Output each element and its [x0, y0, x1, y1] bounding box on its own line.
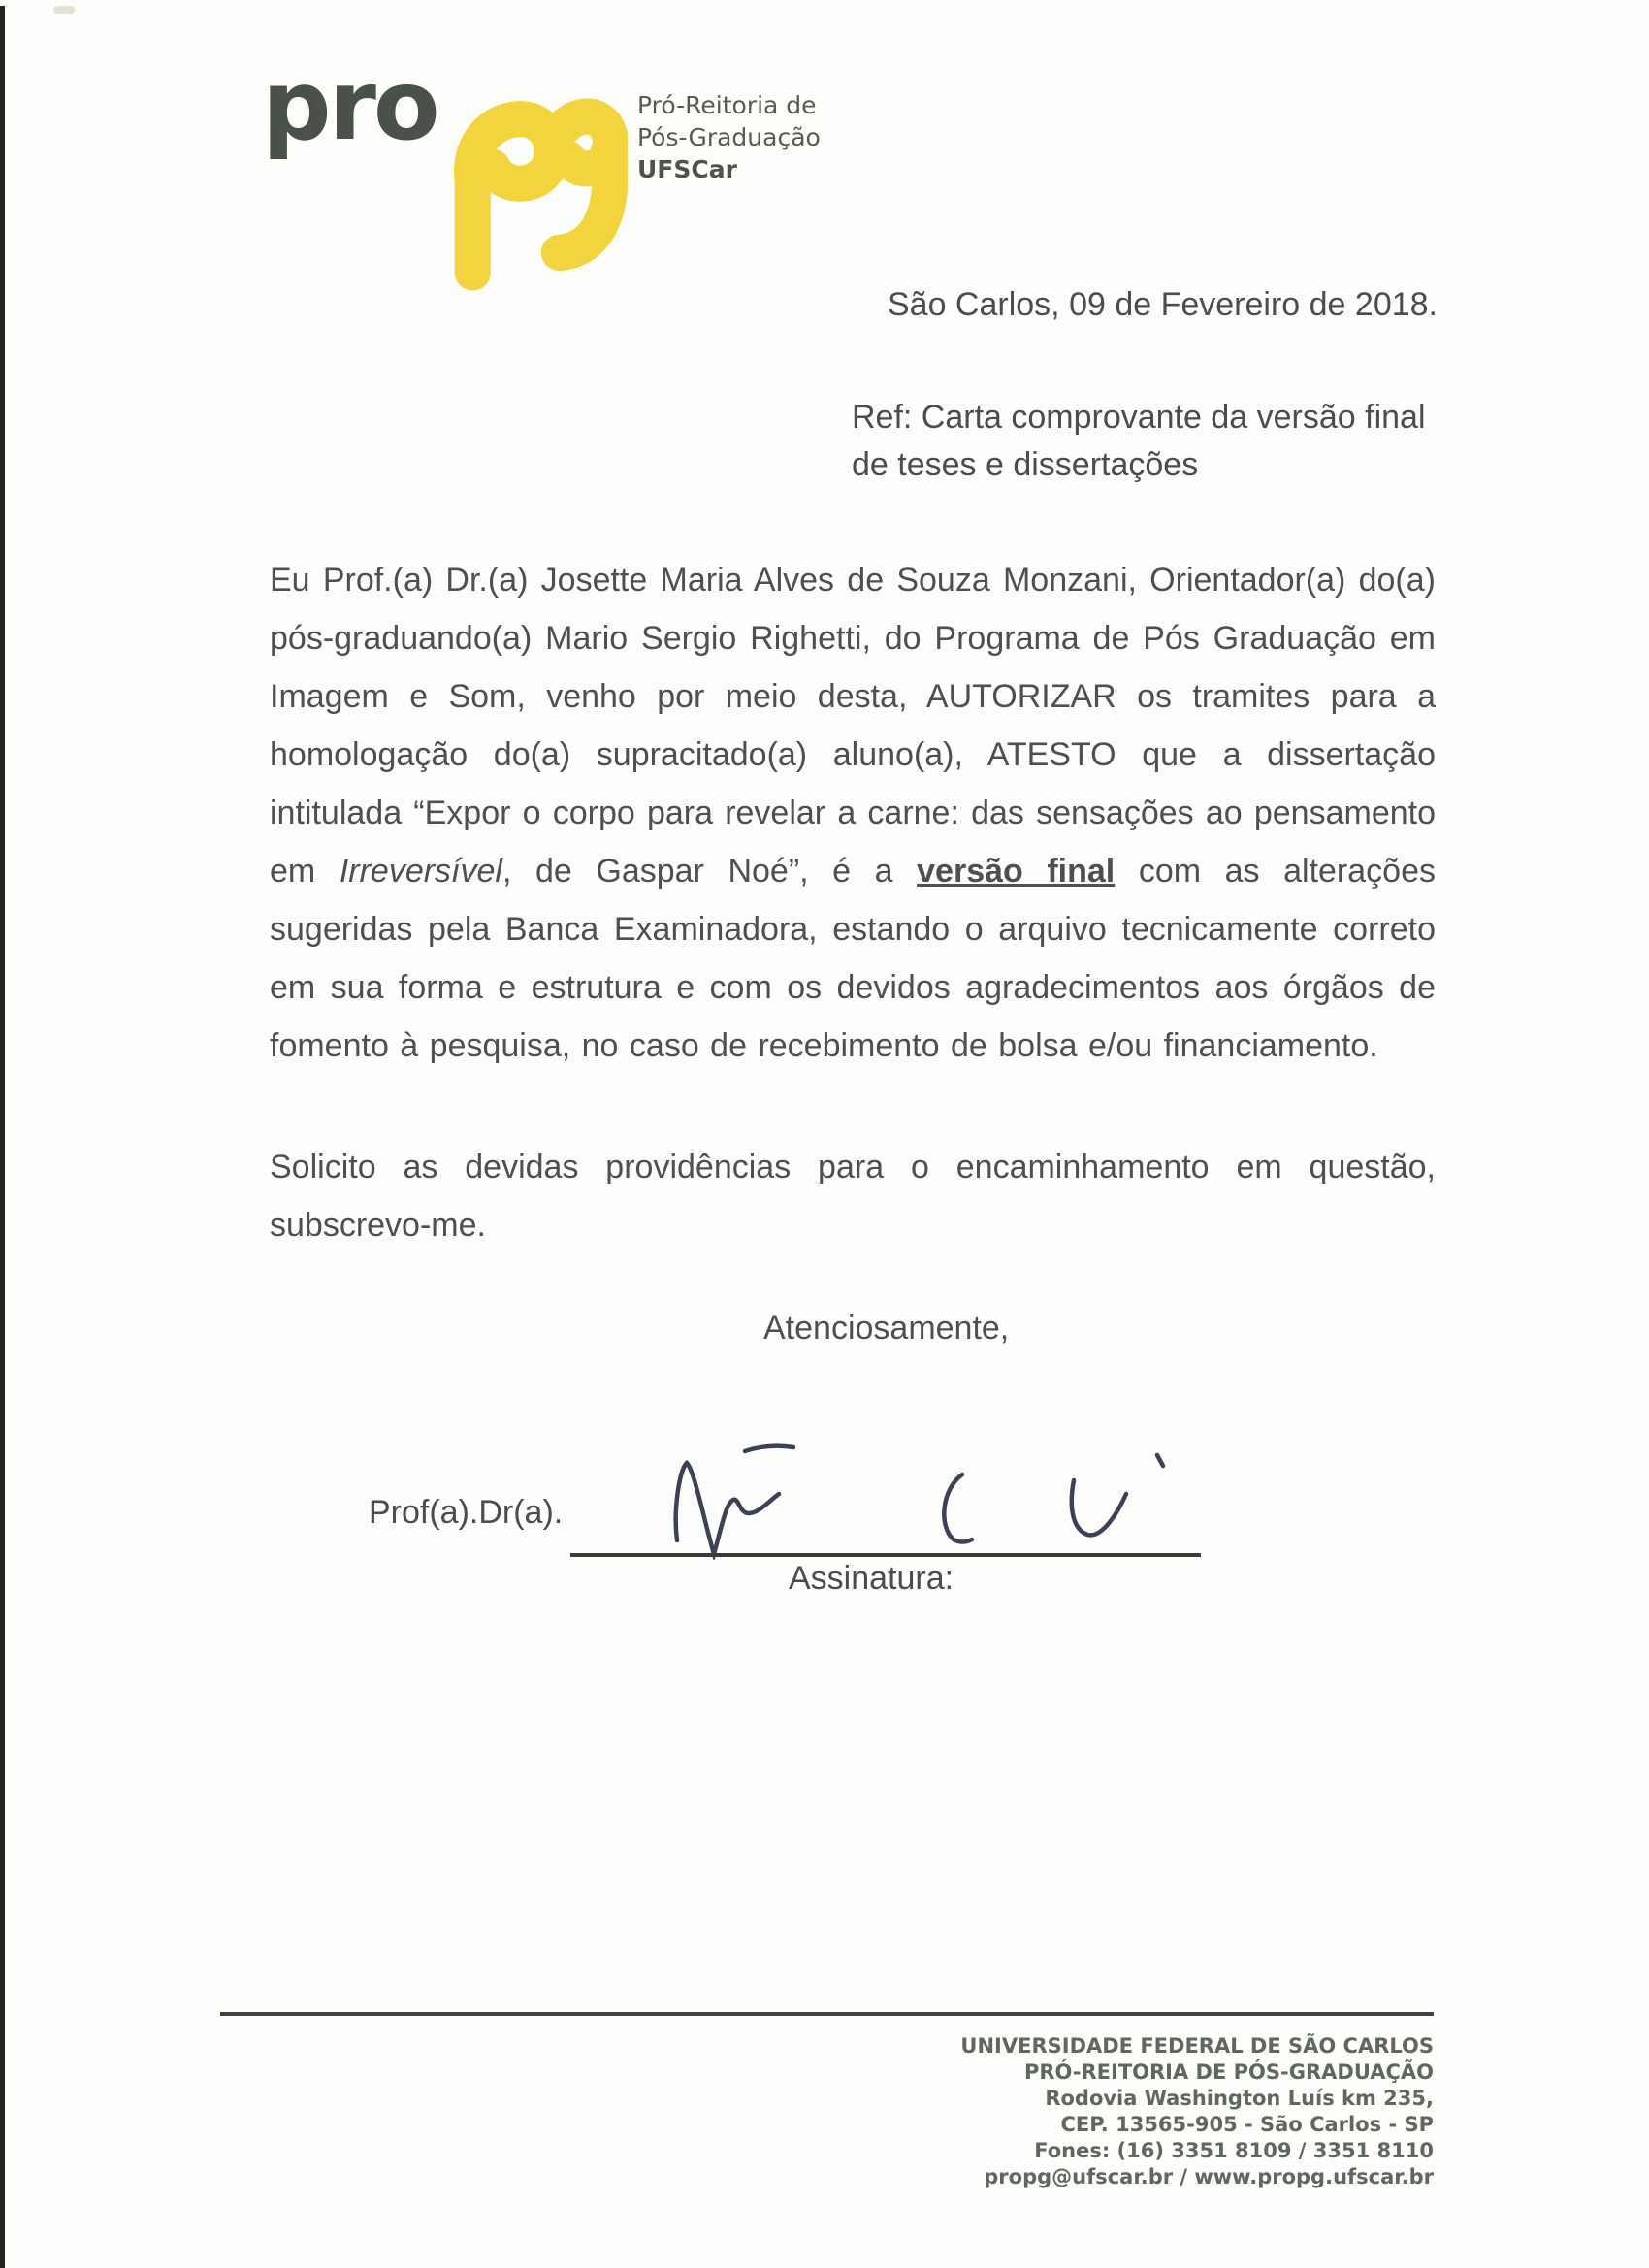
- body-text: com as alterações sugeridas pela Banca Examinadora, estando o arquivo tecnicamente correto em sua forma e estrutura e com os devidos agradecimentos aos órgãos de fomento à pesquisa, no caso de recebimento de bolsa e/ou financiamento.: [270, 853, 1436, 1064]
- reference-line: Ref: Carta comprovante da versão final: [852, 399, 1426, 436]
- letter-body: [270, 551, 1436, 1254]
- footer-address-block: [960, 2033, 1434, 2190]
- signature-line: [570, 1553, 1201, 1557]
- letter-date: São Carlos, 09 de Fevereiro de 2018.: [887, 286, 1438, 323]
- body-paragraph-2: Solicito as devidas providências para o encaminhamento em questão, subscrevo-me.: [270, 1149, 1436, 1244]
- propg-logo-text: pro: [262, 49, 437, 162]
- body-text: Eu Prof.(a) Dr.(a) Josette Maria Alves de Souza Monzani, Orientador(a) do(a) pós-graduando(a) Mario Sergio Righetti, do Programa de Pós Graduação em Imagem e Som, venho por meio desta, AUTORIZAR os tramites para a homologação do(a) supracitado(a) aluno(a), ATESTO que a dissertação intitulada “Expor o corpo para revelar a carne: das sensações ao pensamento em: [270, 562, 1436, 890]
- footer-line-prorectory: PRÓ-REITORIA DE PÓS-GRADUAÇÃO: [1023, 2060, 1434, 2084]
- org-line: Pró-Reitoria de: [637, 91, 817, 119]
- closing-salutation: Atenciosamente,: [763, 1310, 1010, 1346]
- letter-reference: [852, 394, 1426, 489]
- org-acronym: UFSCar: [637, 155, 737, 183]
- footer-line-university: UNIVERSIDADE FEDERAL DE SÃO CARLOS: [960, 2034, 1434, 2057]
- signature-title-label: Prof(a).Dr(a).: [369, 1494, 564, 1531]
- reference-line: de teses e dissertações: [852, 446, 1199, 483]
- scan-smudge-artifact: [53, 6, 75, 14]
- signature-handwriting: [621, 1434, 1183, 1560]
- signature-caption: Assinatura:: [789, 1560, 954, 1597]
- org-line: Pós-Graduação: [637, 123, 821, 151]
- scan-edge-artifact: [0, 6, 5, 2268]
- body-text: , de Gaspar Noé”, é a: [501, 853, 918, 890]
- footer-divider: [220, 2012, 1434, 2016]
- footer-line-cep: CEP. 13565-905 - São Carlos - SP: [1060, 2113, 1434, 2136]
- versao-final-emphasis: versão final: [917, 853, 1116, 890]
- footer-line-phones: Fones: (16) 3351 8109 / 3351 8110: [1034, 2139, 1434, 2162]
- footer-line-street: Rodovia Washington Luís km 235,: [1045, 2087, 1434, 2110]
- body-paragraph-1: [270, 551, 1436, 1075]
- propg-logo-pg-glyph-icon: [438, 66, 628, 299]
- org-name-block: [637, 89, 821, 185]
- footer-line-contacts: propg@ufscar.br / www.propg.ufscar.br: [984, 2165, 1434, 2188]
- film-title-italic: Irreversível: [339, 853, 502, 890]
